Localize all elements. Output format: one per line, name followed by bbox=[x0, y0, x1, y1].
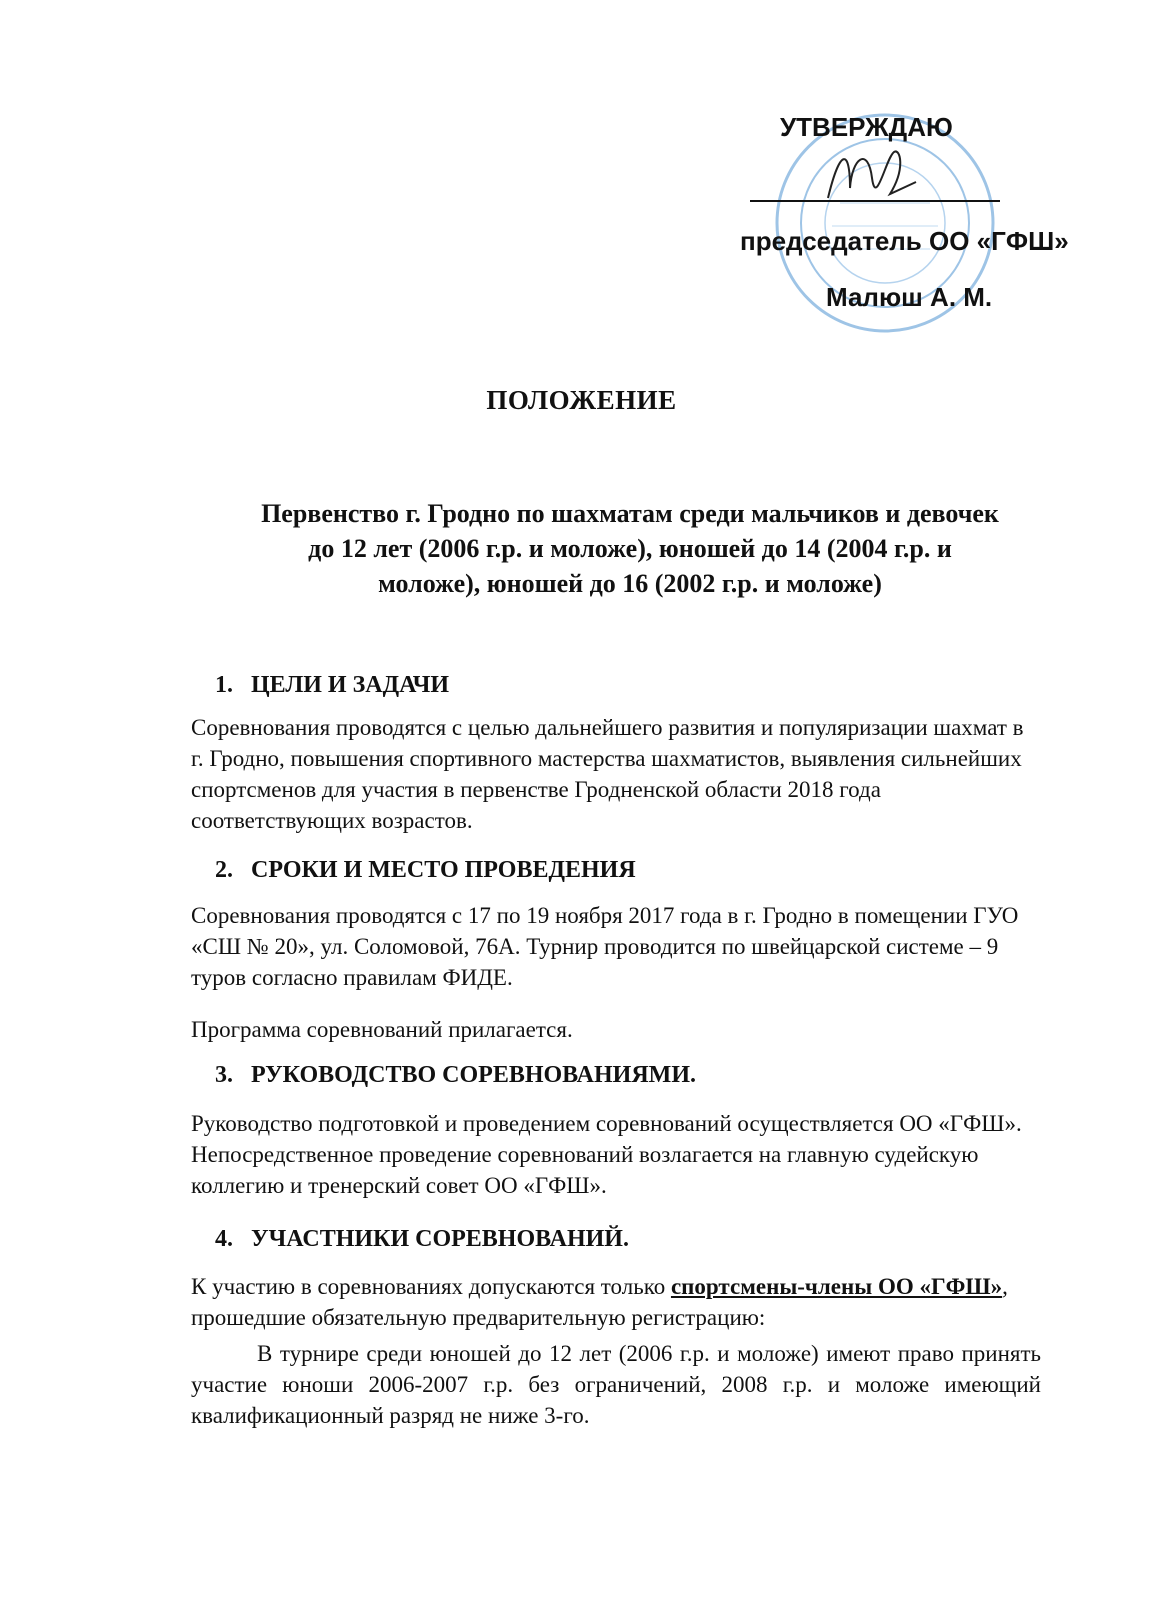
section-4-intro bbox=[191, 1271, 1041, 1333]
section-2-program-note: Программа соревнований прилагается. bbox=[191, 1017, 573, 1042]
section-title: РУКОВОДСТВО СОРЕВНОВАНИЯМИ. bbox=[251, 1062, 696, 1088]
document-subtitle bbox=[180, 496, 1080, 601]
subtitle-line: Первенство г. Гродно по шахматам среди мальчиков и девочек bbox=[261, 499, 999, 528]
section-title: УЧАСТНИКИ СОРЕВНОВАНИЙ. bbox=[251, 1226, 629, 1252]
section-title: ЦЕЛИ И ЗАДАЧИ bbox=[251, 672, 450, 698]
section-4-rule bbox=[191, 1338, 1041, 1431]
section-number: 3. bbox=[215, 1062, 233, 1088]
section-2-heading bbox=[215, 857, 636, 884]
section-title: СРОКИ И МЕСТО ПРОВЕДЕНИЯ bbox=[251, 857, 636, 883]
subtitle-line: моложе), юношей до 16 (2002 г.р. и моложе) bbox=[378, 569, 882, 598]
rule-text: В турнире среди юношей до 12 лет (2006 г.р. и моложе) имеют право принять участие юноши 2006-2007 г.р. без ограничений, 2008 г.р. и моложе имеющий квалификационный разряд не ниже 3-го. bbox=[191, 1341, 1041, 1428]
intro-text-end: , прошедшие обязательную предварительную регистрацию: bbox=[191, 1274, 1008, 1330]
signature-line bbox=[750, 200, 1000, 202]
approval-name: Малюш А. М. bbox=[826, 282, 993, 312]
section-3-heading bbox=[215, 1062, 696, 1089]
section-3-paragraph: Руководство подготовкой и проведением соревнований осуществляется ОО «ГФШ». Непосредственное проведение соревнований возлагается на главную судейскую коллегию и тренерский совет ОО «ГФШ». bbox=[191, 1111, 1022, 1198]
members-emphasis: спортсмены-члены ОО «ГФШ» bbox=[670, 1274, 1003, 1299]
section-1-heading bbox=[215, 672, 449, 699]
approval-title: УТВЕРЖДАЮ bbox=[780, 112, 953, 142]
section-number: 2. bbox=[215, 857, 233, 883]
approval-role: председатель ОО «ГФШ» bbox=[740, 226, 1069, 256]
subtitle-line: до 12 лет (2006 г.р. и моложе), юношей до 14 (2004 г.р. и bbox=[308, 534, 952, 563]
section-1-paragraph: Соревнования проводятся с целью дальнейшего развития и популяризации шахмат в г. Гродно, повышения спортивного мастерства шахматистов, выявления сильнейших спортсменов для участия в первенстве Гродненской области 2018 года соответствующих возрастов. bbox=[191, 715, 1024, 833]
section-number: 1. bbox=[215, 672, 233, 698]
approval-block bbox=[720, 108, 1100, 338]
document-title: ПОЛОЖЕНИЕ bbox=[486, 385, 677, 415]
section-number: 4. bbox=[215, 1226, 233, 1252]
signature-icon bbox=[820, 138, 930, 218]
section-4-heading bbox=[215, 1226, 629, 1253]
intro-text: К участию в соревнованиях допускаются только bbox=[191, 1274, 671, 1299]
section-2-paragraph: Соревнования проводятся с 17 по 19 ноября 2017 года в г. Гродно в помещении ГУО «СШ № 20», ул. Соломовой, 76А. Турнир проводится по швейцарской системе – 9 туров согласно правилам ФИДЕ. bbox=[191, 903, 1019, 990]
